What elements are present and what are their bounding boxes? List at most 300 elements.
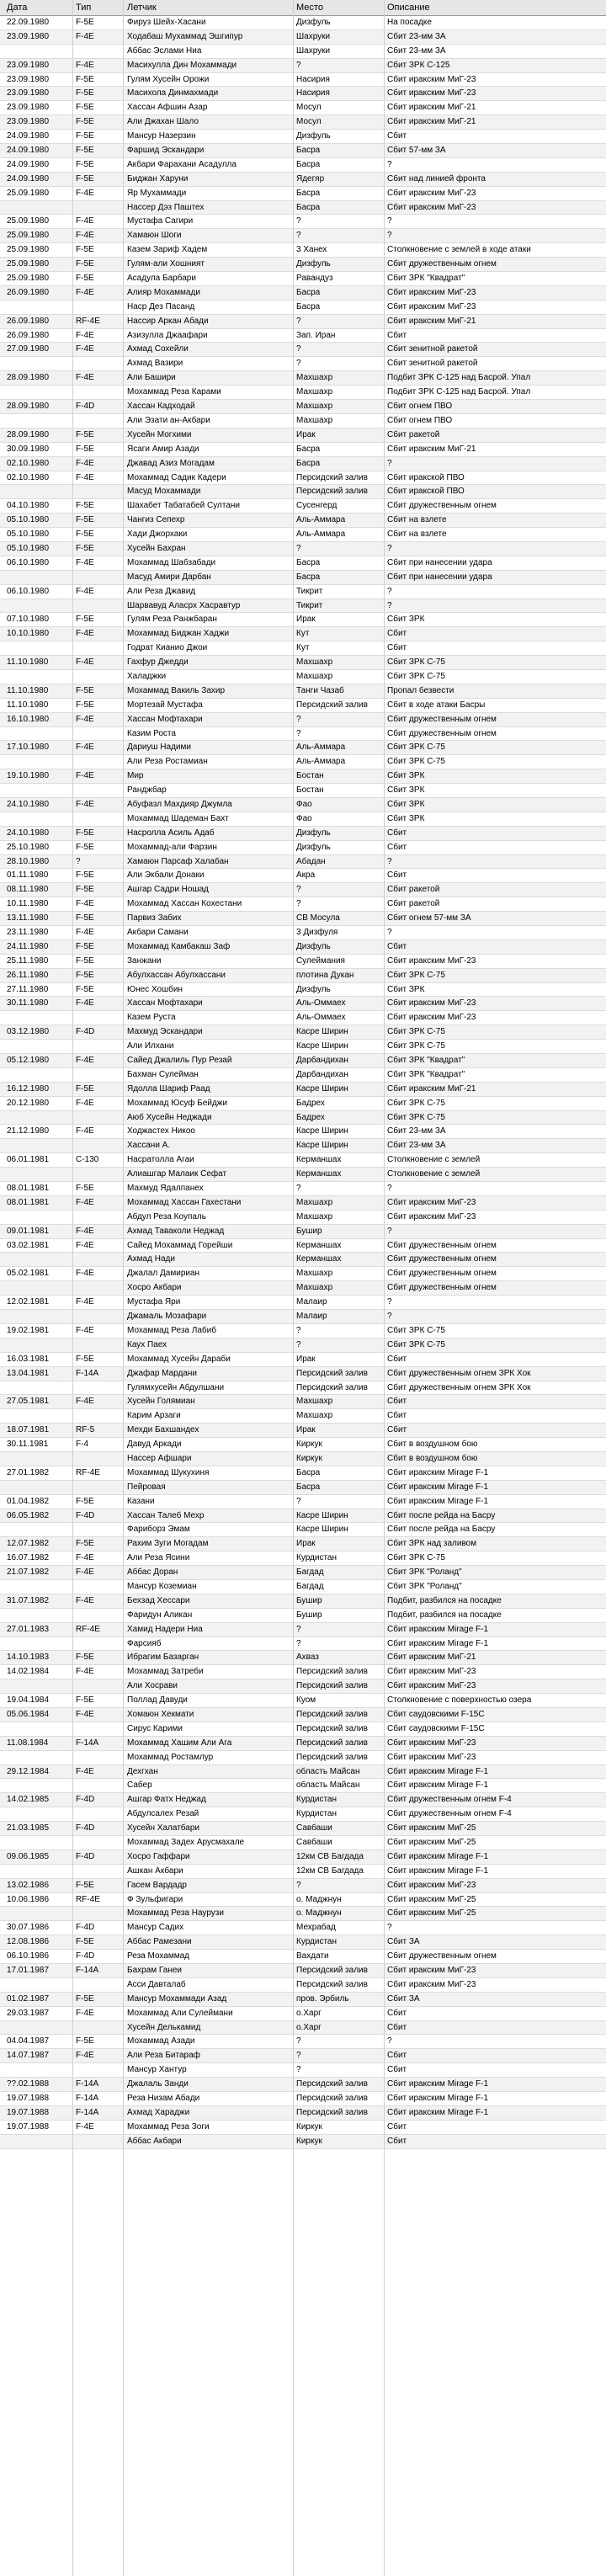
table-row: [0, 471, 606, 486]
cell-date: [7, 2063, 72, 2077]
cell-type: C-130: [76, 1155, 99, 1165]
cell-pilot: Юнес Хошбин: [127, 984, 183, 994]
cell-place: Дизфуль: [296, 131, 331, 141]
cell-type: F-4E: [76, 1297, 94, 1307]
cell-place: ?: [296, 2065, 301, 2075]
cell-pilot: Абдул Реза Коупаль: [127, 1211, 206, 1221]
cell-type: RF-5: [76, 1425, 95, 1435]
cell-place: область Майсан: [296, 1766, 360, 1776]
cell-type: F-4E: [76, 557, 94, 567]
table-row: [0, 1793, 606, 1807]
cell-pilot: Махмуд Эскандари: [127, 1027, 203, 1037]
cell-place: Дизфуль: [296, 842, 331, 852]
cell-description: Сбит ЗРК "Роланд": [387, 1581, 462, 1591]
cell-type: [76, 1865, 116, 1878]
cell-description: ?: [387, 600, 392, 610]
table-row: [0, 30, 606, 45]
cell-place: Махшахр: [296, 1411, 333, 1421]
cell-description: Сбит иракским МиГ-25: [387, 1838, 476, 1847]
cell-date: 16.12.1980: [7, 1083, 50, 1094]
cell-type: F-5E: [76, 146, 94, 156]
cell-place: Дизфуль: [296, 941, 331, 951]
cell-type: F-4E: [76, 1567, 94, 1578]
cell-type: RF-4E: [76, 316, 100, 326]
table-row: [0, 1836, 606, 1850]
cell-pilot: Али Хосрави: [127, 1681, 178, 1691]
cell-place: Персидский залив: [296, 1681, 368, 1691]
cell-place: Касре Ширин: [296, 1510, 348, 1520]
cell-pilot: Хусейн Делькамид: [127, 2022, 201, 2032]
cell-type: F-4E: [76, 771, 94, 781]
table-row: [0, 1353, 606, 1367]
cell-date: [7, 201, 72, 215]
table-row: [0, 827, 606, 841]
cell-type: F-5E: [76, 501, 94, 511]
cell-description: ?: [387, 543, 392, 553]
cell-type: [76, 727, 116, 741]
cell-date: 12.08.1986: [7, 1937, 50, 1947]
table-row: [0, 1993, 606, 2007]
cell-pilot: Ахмад Хараджи: [127, 2107, 190, 2117]
cell-pilot: Мохаммад Ростамлур: [127, 1752, 214, 1762]
cell-date: [7, 755, 72, 769]
cell-pilot: Мохаммад Вакиль Захир: [127, 685, 226, 695]
cell-type: [76, 1523, 116, 1536]
cell-date: 19.07.1988: [7, 2094, 50, 2104]
cell-place: Савбаши: [296, 1823, 332, 1834]
table-row: [0, 1296, 606, 1310]
cell-type: F-4E: [76, 586, 94, 596]
table-row: [0, 1751, 606, 1765]
cell-place: Персидский залив: [296, 1667, 368, 1677]
table-row: [0, 1807, 606, 1822]
cell-place: 12км СВ Багдада: [296, 1865, 364, 1876]
cell-place: Аль-Оммаех: [296, 1013, 346, 1023]
cell-type: RF-4E: [76, 1624, 100, 1634]
cell-description: Сбит иракским Mirage F-1: [387, 1865, 489, 1876]
cell-type: [76, 1751, 116, 1764]
table-row: [0, 1978, 606, 1993]
cell-type: F-4D: [76, 1027, 95, 1037]
table-row: [0, 940, 606, 955]
cell-description: Сбит дружественным огнем: [387, 1951, 497, 1961]
cell-date: 24.11.1980: [7, 941, 49, 951]
cell-description: Сбит ЗРК С-75: [387, 671, 445, 681]
cell-place: Ахваз: [296, 1653, 319, 1663]
cell-date: 11.10.1980: [7, 685, 49, 695]
cell-description: Сбит: [387, 870, 407, 881]
cell-type: F-4E: [76, 1269, 94, 1279]
cell-pilot: Акбари Самани: [127, 928, 189, 937]
cell-date: 27.05.1981: [7, 1397, 50, 1407]
cell-place: Басра: [296, 301, 321, 311]
cell-type: F-5E: [76, 984, 94, 994]
cell-type: [76, 1907, 116, 1920]
cell-place: Малаир: [296, 1312, 327, 1322]
cell-description: Сбит дружественным огнем: [387, 1269, 497, 1279]
cell-date: 30.07.1986: [7, 1923, 50, 1933]
cell-pilot: Мохаммад Реза Карами: [127, 387, 221, 397]
table-row: [0, 1196, 606, 1211]
cell-date: 30.11.1980: [7, 998, 49, 1009]
cell-description: Подбит, разбился на посадке: [387, 1595, 502, 1605]
cell-pilot: Хосро Акбари: [127, 1283, 182, 1293]
cell-type: F-5E: [76, 1695, 94, 1706]
table-row: [0, 1964, 606, 1978]
table-row: [0, 784, 606, 798]
cell-place: ?: [296, 1638, 301, 1648]
cell-pilot: Мохаммад Али Сулеймани: [127, 2008, 233, 2018]
table-row: [0, 1040, 606, 1054]
cell-type: F-4E: [76, 1766, 94, 1776]
cell-date: 05.10.1980: [7, 543, 50, 553]
cell-description: Сбит иракским МиГ-23: [387, 998, 476, 1009]
cell-date: 19.04.1984: [7, 1695, 50, 1706]
table-row: [0, 1623, 606, 1637]
cell-place: ?: [296, 899, 301, 909]
cell-place: Зап. Иран: [296, 330, 336, 340]
cell-pilot: Давуд Аркади: [127, 1440, 182, 1450]
cell-date: [7, 1253, 72, 1266]
table-row: [0, 201, 606, 216]
table-row: [0, 457, 606, 471]
cell-place: Курдистан: [296, 1937, 338, 1947]
cell-type: [76, 1779, 116, 1792]
table-row: [0, 841, 606, 855]
cell-pilot: Мохаммад Шукухиня: [127, 1467, 210, 1477]
cell-type: F-4D: [76, 1923, 95, 1933]
table-row: [0, 599, 606, 614]
cell-place: Махшахр: [296, 1197, 333, 1207]
cell-pilot: Хомаюн Хекмати: [127, 1709, 194, 1719]
cell-type: F-14A: [76, 1368, 99, 1378]
cell-place: Насирия: [296, 88, 330, 98]
cell-pilot: Фариборз Эмам: [127, 1525, 190, 1535]
table-row: [0, 926, 606, 940]
cell-pilot: Ибрагим Базарган: [127, 1653, 199, 1663]
cell-description: Сбит ЗРК С-75: [387, 1098, 445, 1108]
cell-place: Шахруки: [296, 31, 331, 41]
cell-description: Сбит иракским МиГ-23: [387, 1966, 476, 1976]
cell-pilot: Мансур Назерзин: [127, 131, 196, 141]
cell-description: Сбит ЗРК: [387, 771, 425, 781]
cell-place: Касре Ширин: [296, 1083, 348, 1094]
cell-description: Сбит ЗА: [387, 1937, 420, 1947]
cell-pilot: Аббас Рамезани: [127, 1937, 192, 1947]
cell-place: Керманшах: [296, 1155, 342, 1165]
table-row: [0, 272, 606, 286]
cell-date: 12.02.1981: [7, 1297, 50, 1307]
cell-place: Персидский залив: [296, 487, 368, 497]
cell-type: F-5E: [76, 1653, 94, 1663]
table-row: [0, 1865, 606, 1879]
cell-date: [7, 2021, 72, 2035]
cell-place: Басра: [296, 287, 321, 297]
cell-place: Дизфуль: [296, 828, 331, 838]
cell-type: [76, 1978, 116, 1992]
cell-place: Аль-Аммара: [296, 530, 346, 540]
cell-pilot: Бахрам Ганеи: [127, 1966, 182, 1976]
cell-description: Сбит иракским Mirage F-1: [387, 1851, 489, 1861]
cell-pilot: Хассан Кадходай: [127, 402, 195, 412]
cell-pilot: Гулям-али Хошният: [127, 259, 205, 269]
cell-date: 23.09.1980: [7, 60, 50, 70]
cell-description: ?: [387, 159, 392, 169]
cell-type: F-4E: [76, 1098, 94, 1108]
cell-pilot: Мохаммад Хашим Али Ага: [127, 1738, 232, 1748]
table-row: [0, 1594, 606, 1609]
cell-date: [7, 1310, 72, 1323]
table-row: [0, 386, 606, 400]
table-row: [0, 585, 606, 599]
cell-date: 01.02.1987: [7, 1993, 50, 2004]
cell-place: о. Маджнун: [296, 1894, 342, 1904]
cell-pilot: Сайед Джалиль Пур Резай: [127, 1056, 232, 1066]
cell-place: Акра: [296, 870, 316, 881]
cell-type: F-5E: [76, 842, 94, 852]
table-row: [0, 969, 606, 983]
table-row: [0, 869, 606, 883]
cell-date: 21.07.1982: [7, 1567, 50, 1578]
table-body: [0, 16, 606, 2576]
cell-place: Махшахр: [296, 1211, 333, 1221]
cell-type: F-4D: [76, 1951, 95, 1961]
cell-date: 30.11.1981: [7, 1440, 49, 1450]
cell-pilot: Ахмад Вазири: [127, 359, 183, 369]
cell-date: 25.10.1980: [7, 842, 50, 852]
cell-place: Махшахр: [296, 373, 333, 383]
cell-description: Сбит: [387, 1425, 407, 1435]
table-row: [0, 528, 606, 542]
cell-pilot: Дехгхан: [127, 1766, 158, 1776]
cell-date: 17.01.1987: [7, 1966, 50, 1976]
cell-pilot: Поллад Давуди: [127, 1695, 188, 1706]
cell-pilot: Бахман Сулейман: [127, 1069, 199, 1079]
cell-pilot: Аббас Доран: [127, 1567, 178, 1578]
cell-place: Дарбандихан: [296, 1069, 348, 1079]
cell-date: 25.09.1980: [7, 231, 50, 241]
cell-description: Сбит иракским МиГ-25: [387, 1894, 476, 1904]
cell-pilot: Али Эзати ан-Акбари: [127, 415, 210, 425]
cell-description: ?: [387, 216, 392, 226]
cell-pilot: Аббас Эслами Ниа: [127, 45, 202, 56]
cell-type: [76, 1040, 116, 1053]
cell-date: 08.01.1981: [7, 1197, 50, 1207]
cell-type: F-5E: [76, 685, 94, 695]
table-row: [0, 499, 606, 514]
cell-date: 24.10.1980: [7, 799, 50, 809]
cell-place: Басра: [296, 159, 321, 169]
cell-place: ?: [296, 231, 301, 241]
table-row: [0, 883, 606, 897]
cell-date: 25.09.1980: [7, 188, 50, 198]
cell-place: Басра: [296, 557, 321, 567]
table-row: [0, 173, 606, 187]
cell-description: Подбит ЗРК С-125 над Басрой. Упал: [387, 373, 531, 383]
table-row: [0, 158, 606, 173]
header-date: Дата: [7, 3, 28, 13]
cell-type: [76, 1139, 116, 1152]
table-row: [0, 997, 606, 1011]
cell-description: Сбит после рейда на Басру: [387, 1525, 496, 1535]
cell-description: Сбит после рейда на Басру: [387, 1510, 496, 1520]
cell-place: Бостан: [296, 785, 324, 796]
cell-date: 21.03.1985: [7, 1823, 50, 1834]
table-row: [0, 1225, 606, 1239]
cell-date: [7, 1779, 72, 1792]
cell-date: 27.09.1980: [7, 344, 50, 354]
cell-date: [7, 1836, 72, 1850]
cell-type: [76, 1836, 116, 1850]
cell-place: Махшахр: [296, 387, 333, 397]
table-row: [0, 2035, 606, 2049]
cell-type: RF-4E: [76, 1894, 100, 1904]
cell-type: F-4E: [76, 330, 94, 340]
cell-date: [7, 812, 72, 826]
cell-description: Сбит: [387, 1411, 407, 1421]
cell-description: Сбит ЗРК С-75: [387, 1339, 445, 1349]
cell-description: Сбит на взлете: [387, 530, 447, 540]
table-row: [0, 1281, 606, 1296]
cell-description: Сбит иракским Mirage F-1: [387, 1624, 489, 1634]
cell-date: 25.09.1980: [7, 274, 50, 284]
cell-pilot: Али Илхани: [127, 1041, 174, 1051]
cell-description: ?: [387, 1312, 392, 1322]
cell-pilot: Асси Давталаб: [127, 1979, 186, 1989]
cell-date: 08.11.1980: [7, 885, 49, 895]
cell-date: 24.09.1980: [7, 159, 50, 169]
table-row: [0, 1367, 606, 1381]
cell-date: 28.09.1980: [7, 429, 50, 439]
cell-place: область Майсан: [296, 1780, 360, 1791]
cell-description: Сбит ракетой: [387, 899, 440, 909]
table-row: [0, 1466, 606, 1481]
cell-date: [7, 301, 72, 314]
cell-pilot: Ясаги Амир Азади: [127, 444, 199, 454]
cell-date: 22.09.1980: [7, 18, 50, 27]
cell-pilot: Хамаюн Шоги: [127, 231, 182, 241]
cell-date: [7, 1040, 72, 1053]
table-row: [0, 641, 606, 656]
table-row: [0, 301, 606, 315]
cell-pilot: Алиашгар Малаик Сефат: [127, 1169, 227, 1179]
cell-description: Сбит дружественным огнем: [387, 259, 497, 269]
cell-date: [7, 1580, 72, 1594]
cell-description: Столкновение с землей: [387, 1155, 481, 1165]
table-row: [0, 1580, 606, 1594]
cell-type: F-5E: [76, 700, 94, 710]
table-row: [0, 1907, 606, 1921]
cell-pilot: Казани: [127, 1496, 155, 1506]
cell-place: 3 Ханех: [296, 245, 327, 255]
cell-type: F-14A: [76, 1966, 99, 1976]
cell-description: Сбит 23-мм ЗА: [387, 31, 446, 41]
table-row: [0, 1921, 606, 1935]
cell-date: 24.09.1980: [7, 131, 50, 141]
table-row: [0, 258, 606, 272]
cell-pilot: Фируз Шейх-Хасани: [127, 18, 206, 27]
table-row: [0, 1566, 606, 1580]
cell-pilot: Мохаммад Шадеман Бахт: [127, 813, 229, 823]
cell-place: Басра: [296, 1482, 321, 1492]
cell-place: Савбаши: [296, 1838, 332, 1847]
cell-place: Киркук: [296, 2136, 322, 2146]
cell-description: Сбит иракским МиГ-25: [387, 1908, 476, 1919]
cell-type: [76, 670, 116, 684]
cell-type: ?: [76, 856, 81, 866]
cell-description: Сбит в воздушном бою: [387, 1453, 478, 1463]
cell-type: F-4E: [76, 1397, 94, 1407]
cell-date: [7, 357, 72, 370]
table-row: [0, 215, 606, 229]
cell-description: Сбит иракским МиГ-23: [387, 1681, 476, 1691]
cell-place: Персидский залив: [296, 700, 368, 710]
cell-description: Сбит иракским Mirage F-1: [387, 1467, 489, 1477]
cell-description: Сбит ЗРК С-75: [387, 1027, 445, 1037]
cell-date: 28.09.1980: [7, 402, 50, 412]
table-row: [0, 1523, 606, 1537]
cell-pilot: Абулхассан Абулхассани: [127, 970, 226, 980]
cell-pilot: Яр Мухаммади: [127, 188, 187, 198]
cell-date: 04.10.1980: [7, 501, 50, 511]
cell-pilot: Мохаммад Реза Зоги: [127, 2121, 210, 2132]
cell-date: 23.09.1980: [7, 88, 50, 98]
cell-description: Сбит: [387, 2051, 407, 2061]
cell-date: 11.10.1980: [7, 657, 49, 668]
cell-description: Сбит ЗРК над заливом: [387, 1539, 477, 1549]
cell-place: Басра: [296, 458, 321, 468]
cell-place: ?: [296, 1184, 301, 1194]
cell-place: Касре Ширин: [296, 1126, 348, 1136]
cell-description: ?: [387, 1226, 392, 1236]
cell-type: F-4E: [76, 1197, 94, 1207]
cell-type: F-4E: [76, 216, 94, 226]
table-row: [0, 1054, 606, 1068]
cell-pilot: Мансур Коземиан: [127, 1581, 197, 1591]
table-row: [0, 1182, 606, 1196]
cell-pilot: Нассер Афшари: [127, 1453, 192, 1463]
cell-place: Ирак: [296, 615, 316, 625]
cell-pilot: Наср Дез Пасанд: [127, 301, 195, 311]
cell-description: Столкновение с землей в ходе атаки: [387, 245, 531, 255]
cell-place: Касре Ширин: [296, 1525, 348, 1535]
cell-place: Тикрит: [296, 586, 323, 596]
cell-description: Сбит иракской ПВО: [387, 472, 465, 482]
cell-place: Ирак: [296, 1539, 316, 1549]
cell-type: [76, 357, 116, 370]
cell-type: [76, 1409, 116, 1423]
cell-type: F-4E: [76, 799, 94, 809]
cell-type: [76, 812, 116, 826]
cell-date: 30.09.1980: [7, 444, 50, 454]
cell-type: F-4E: [76, 373, 94, 383]
cell-description: На посадке: [387, 18, 432, 27]
cell-pilot: Нассер Дэз Паштех: [127, 202, 205, 212]
cell-place: ?: [296, 1880, 301, 1890]
cell-type: F-4E: [76, 629, 94, 639]
cell-date: [7, 414, 72, 428]
cell-date: 25.09.1980: [7, 245, 50, 255]
table-row: [0, 1097, 606, 1111]
table-row: [0, 983, 606, 998]
cell-description: Сбит иракским МиГ-23: [387, 74, 476, 84]
cell-place: Киркук: [296, 1440, 322, 1450]
cell-pilot: Ходжастех Никоо: [127, 1126, 195, 1136]
cell-pilot: Казим Роста: [127, 728, 176, 738]
cell-pilot: Мир: [127, 771, 144, 781]
cell-place: Аль-Аммара: [296, 742, 346, 753]
table-row: [0, 912, 606, 926]
